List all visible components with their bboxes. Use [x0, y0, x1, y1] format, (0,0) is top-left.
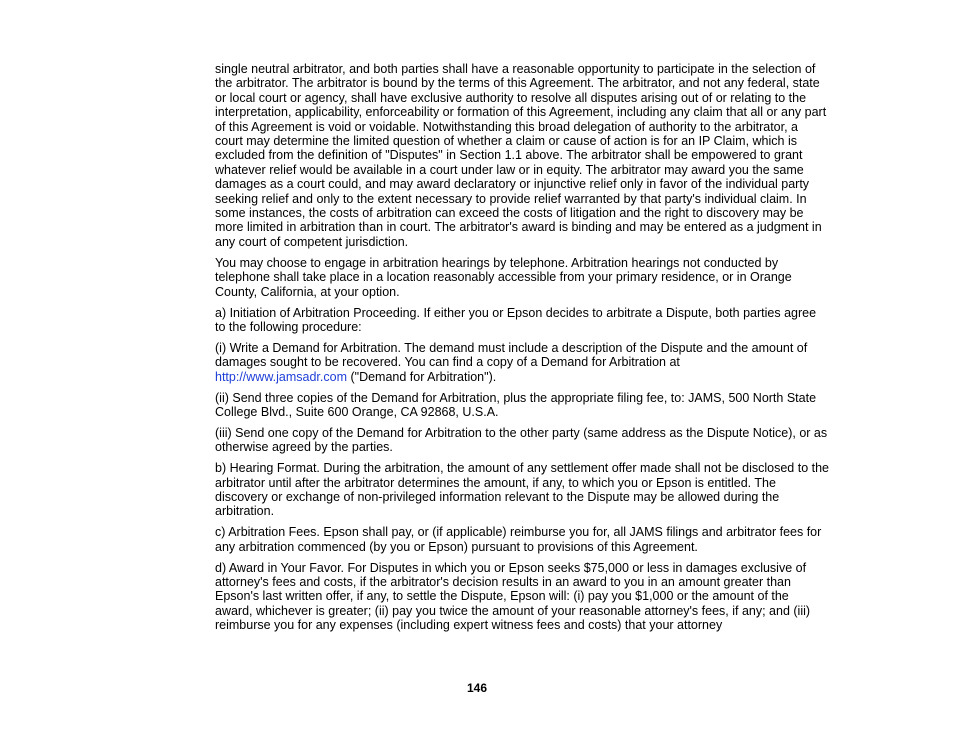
demand-text-before: (i) Write a Demand for Arbitration. The demand must include a description of the Dispute and the amount of damages sought to be recovered. You can find a copy of a Demand for Arbitration at — [215, 340, 808, 370]
document-body — [215, 62, 829, 639]
demand-text-after: ("Demand for Arbitration"). — [347, 369, 497, 384]
paragraph-award: d) Award in Your Favor. For Disputes in which you or Epson seeks $75,000 or less in damages exclusive of attorney's fees and costs, if the arbitrator's decision results in an award to you in an amount greater than Epson's last written offer, if any, to settle the Dispute, Epson will: (i) pay you $1,000 or the amount of the award, whichever is greater; (ii) pay you twice the amount of your reasonable attorney's fees, if any; and (iii) reimburse you for any expenses (including expert witness fees and costs) that your attorney — [215, 560, 811, 633]
paragraph-arbitrator-authority: single neutral arbitrator, and both parties shall have a reasonable opportunity to participate in the selection of the arbitrator. The arbitrator is bound by the terms of this Agreement. The arbitrator, and not any federal, state or local court or agency, shall have exclusive authority to resolve all disputes arising out of or relating to the interpretation, applicability, enforceability or formation of this Agreement, including any claim that all or any part of this Agreement is void or voidable. Notwithstanding this broad delegation of authority to the arbitrator, a court may determine the limited question of whether a claim or cause of action is for an IP Claim, which is excluded from the definition of "Disputes" in Section 1.1 above. The arbitrator shall be empowered to grant whatever relief would be available in a court under law or in equity. The arbitrator may award you the same damages as a court could, and may award declaratory or injunctive relief only in favor of the individual party seeking relief and only to the extent necessary to provide relief warranted by that party's individual claim. In some instances, the costs of arbitration can exceed the costs of litigation and the right to discovery may be more limited in arbitration than in court. The arbitrator's award is binding and may be entered as a judgment in any court of competent jurisdiction. — [215, 62, 827, 249]
paragraph-demand — [215, 341, 829, 384]
page-number: 146 — [466, 681, 488, 695]
paragraph-send-three-copies: (ii) Send three copies of the Demand for Arbitration, plus the appropriate filing fee, to: JAMS, 500 North State College Blvd., Suite 600 Orange, CA 92868, U.S.A. — [215, 390, 817, 419]
paragraph-send-one-copy: (iii) Send one copy of the Demand for Arbitration to the other party (same address as the Dispute Notice), or as otherwise agreed by the parties. — [215, 425, 828, 455]
paragraph-telephone-hearings: You may choose to engage in arbitration hearings by telephone. Arbitration hearings not conducted by telephone shall take place in a location reasonably accessible from your primary residence, or in Orange County, California, at your option. — [215, 255, 792, 299]
paragraph-initiation: a) Initiation of Arbitration Proceeding. If either you or Epson decides to arbitrate a Dispute, both parties agree to the following procedure: — [215, 305, 817, 334]
paragraph-hearing-format: b) Hearing Format. During the arbitration, the amount of any settlement offer made shall not be disclosed to the arbitrator until after the arbitrator determines the amount, if any, to which you or Epson is entitled. The discovery or exchange of non-privileged information relevant to the Dispute may be allowed during the arbitration. — [215, 461, 829, 519]
paragraph-arbitration-fees: c) Arbitration Fees. Epson shall pay, or (if applicable) reimburse you for, all JAMS filings and arbitrator fees for any arbitration commenced (by you or Epson) pursuant to provisions of this Agreement. — [215, 525, 822, 554]
jams-link[interactable]: http://www.jamsadr.com — [215, 369, 347, 384]
